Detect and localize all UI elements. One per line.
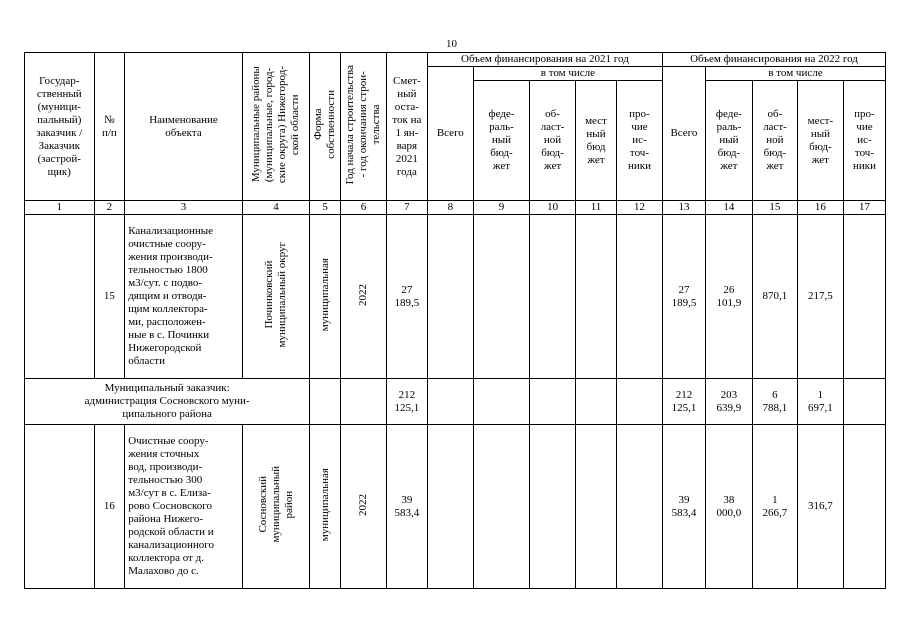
object-name: Очистные соору- жения сточных вод, производи- тельностью 300 м3/сут в с. Елиза- рово Сосновского района Нижего- родской области и канализационного коллектора от д. Малахово до с. [125, 425, 243, 589]
col-years-header: Год начала строительства - год окончания строи- тельства [340, 53, 386, 201]
local-2022: 1 697,1 [797, 379, 843, 425]
incl-2021-header: в том числе [473, 67, 662, 81]
federal-2022: 26 101,9 [705, 215, 752, 379]
column-numbers-row: 1 2 3 4 5 6 7 8 9 10 11 12 13 14 15 16 17 [25, 201, 886, 215]
regional-2021-header: об- ласт- ной бюд- жет [530, 81, 576, 201]
other-2022-header: про- чие ис- точ- ники [843, 81, 885, 201]
regional-2022: 870,1 [752, 215, 797, 379]
total-2022: 39 583,4 [662, 425, 705, 589]
years: 2022 [340, 215, 386, 379]
ownership: муниципальная [310, 425, 341, 589]
object-name: Канализационные очистные соору- жения производи- тельностью 1800 м3/сут. с подво- дящим и отводя- щим коллектора- ми, расположен- ные в с. Починки Нижегородской области [125, 215, 243, 379]
fin-2022-header: Объем финансирования на 2022 год [662, 53, 885, 67]
years: 2022 [340, 425, 386, 589]
page-number: 10 [446, 38, 457, 50]
total-2022: 27 189,5 [662, 215, 705, 379]
row-number: 15 [94, 215, 125, 379]
local-2022-header: мест- ный бюд- жет [797, 81, 843, 201]
local-2022: 217,5 [797, 215, 843, 379]
col-num-header: № п/п [94, 53, 125, 201]
financing-table [24, 52, 886, 589]
col-name-header: Наименование объекта [125, 53, 243, 201]
federal-2022: 203 639,9 [705, 379, 752, 425]
federal-2022-header: феде- раль- ный бюд- жет [705, 81, 752, 201]
district: Починковский муниципальный округ [242, 215, 309, 379]
federal-2021-header: федe- раль- ный бюд- жет [473, 81, 529, 201]
col-ownership-header: Форма собственности [310, 53, 341, 201]
table-row [25, 215, 886, 379]
other-2021-header: про- чие ис- точ- ники [616, 81, 662, 201]
district: Сосновский муниципальный район [242, 425, 309, 589]
ownership: муниципальная [310, 215, 341, 379]
estimate: 212 125,1 [386, 379, 427, 425]
incl-2022-header: в том числе [705, 67, 885, 81]
estimate: 39 583,4 [386, 425, 427, 589]
regional-2022: 1 266,7 [752, 425, 797, 589]
estimate: 27 189,5 [386, 215, 427, 379]
total-2022-header: Всего [662, 67, 705, 201]
table-row [25, 425, 886, 589]
total-2021-header: Всего [427, 67, 473, 201]
local-2022: 316,7 [797, 425, 843, 589]
regional-2022-header: об- ласт- ной бюд- жет [752, 81, 797, 201]
col-estimate-header: Смет- ный оста- ток на 1 ян- варя 2021 года [386, 53, 427, 201]
total-2022: 212 125,1 [662, 379, 705, 425]
row-number: 16 [94, 425, 125, 589]
table-row [25, 379, 886, 425]
federal-2022: 38 000,0 [705, 425, 752, 589]
col-district-header: Муниципальные районы (муниципальные, город- ские округа) Нижегород- ской области [242, 53, 309, 201]
local-2021-header: мест ный бюд жет [576, 81, 617, 201]
regional-2022: 6 788,1 [752, 379, 797, 425]
col-customer-header: Государ- ственный (муници- пальный) заказчик / Заказчик (застрой- щик) [25, 53, 95, 201]
customer-name: Муниципальный заказчик: администрация Сосновского муни- ципального района [25, 379, 310, 425]
fin-2021-header: Объем финансирования на 2021 год [427, 53, 662, 67]
